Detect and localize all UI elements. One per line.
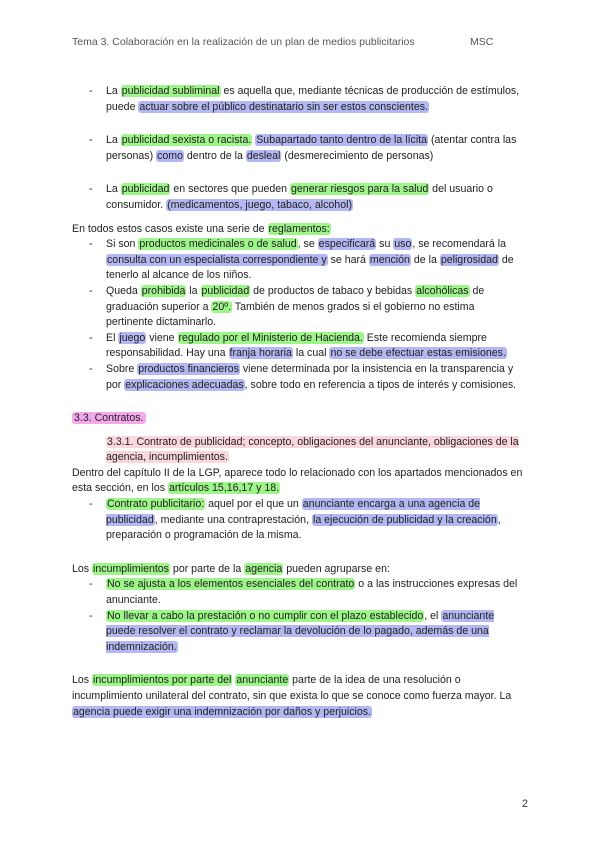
header-author: MSC (470, 36, 494, 48)
header-title: Tema 3. Colaboración en la realización de un plan de medios publicitarios (72, 36, 415, 48)
reglamento-juego: - El juego viene regulado por el Ministerio de Hacienda. Este recomienda siempre responsabilidad. Hay una franja horaria la cual no se debe efectuar estas emisiones. (72, 331, 524, 362)
reglamento-salud: - Si son productos medicinales o de salud, se especificará su uso, se recomendará la consulta con un especialista correspondiente y se hará mención de la peligrosidad de tenerlo al alcance de los niños. (72, 237, 524, 284)
subsection-heading: 3.3.1. Contrato de publicidad; concepto, obligaciones del anunciante, obligaciones de la agencia, incumplimientos. (106, 435, 519, 464)
bullet-subliminal: - La publicidad subliminal es aquella que, mediante técnicas de producción de estímulos, puede actuar sobre el público destinatario sin ser estos conscientes. (72, 84, 524, 115)
incumplimientos-agencia: Los incumplimientos por parte de la agencia pueden agruparse en: (72, 562, 390, 575)
document-body (72, 84, 524, 720)
bullet-contrato: - Contrato publicitario: aquel por el que un anunciante encarga a una agencia de publicidad, mediante una contraprestación, la ejecución de publicidad y la creación, preparación o programación de la misma. (72, 497, 524, 544)
lgp-paragraph: Dentro del capítulo II de la LGP, aparece todo lo relacionado con los apartados mencionados en esta sección, en los artículos 15,16,17 y 18. (72, 466, 523, 495)
page-number: 2 (521, 798, 528, 810)
bullet-sexista: - La publicidad sexista o racista. Subapartado tanto dentro de la lícita (atentar contra las personas) como dentro de la desleal (desmerecimiento de personas) (72, 133, 524, 164)
bullet-sectores: - La publicidad en sectores que pueden generar riesgos para la salud del usuario o consumidor. (medicamentos, juego, tabaco, alcohol) (72, 182, 524, 213)
page-header (72, 36, 494, 48)
reglamentos-intro: En todos estos casos existe una serie de reglamentos: (72, 222, 330, 235)
reglamento-financieros: - Sobre productos financieros viene determinada por la insistencia en la transparencia y por explicaciones adecuadas, sobre todo en referencia a tipos de interés y comisiones. (72, 362, 524, 393)
incumplimientos-anunciante: Los incumplimientos por parte del anunciante parte de la idea de una resolución o incumplimiento unilateral del contrato, sin que exista lo que se conoce como fuerza mayor. La agencia puede exigir una indemnización por daños y perjuicios. (72, 674, 512, 718)
bullet-no-prestacion: - No llevar a cabo la prestación o no cumplir con el plazo establecido, el anunciante puede resolver el contrato y reclamar la devolución de lo pagado, además de una indemnización. (72, 609, 524, 656)
reglamento-tabaco: - Queda prohibida la publicidad de productos de tabaco y bebidas alcohólicas de graduación superior a 20º. También de menos grados si el gobierno no estima pertinente dictaminarlo. (72, 284, 524, 331)
bullet-no-ajusta: - No se ajusta a los elementos esenciales del contrato o a las instrucciones expresas del anunciante. (72, 577, 524, 608)
section-heading: 3.3. Contratos. (74, 412, 144, 425)
